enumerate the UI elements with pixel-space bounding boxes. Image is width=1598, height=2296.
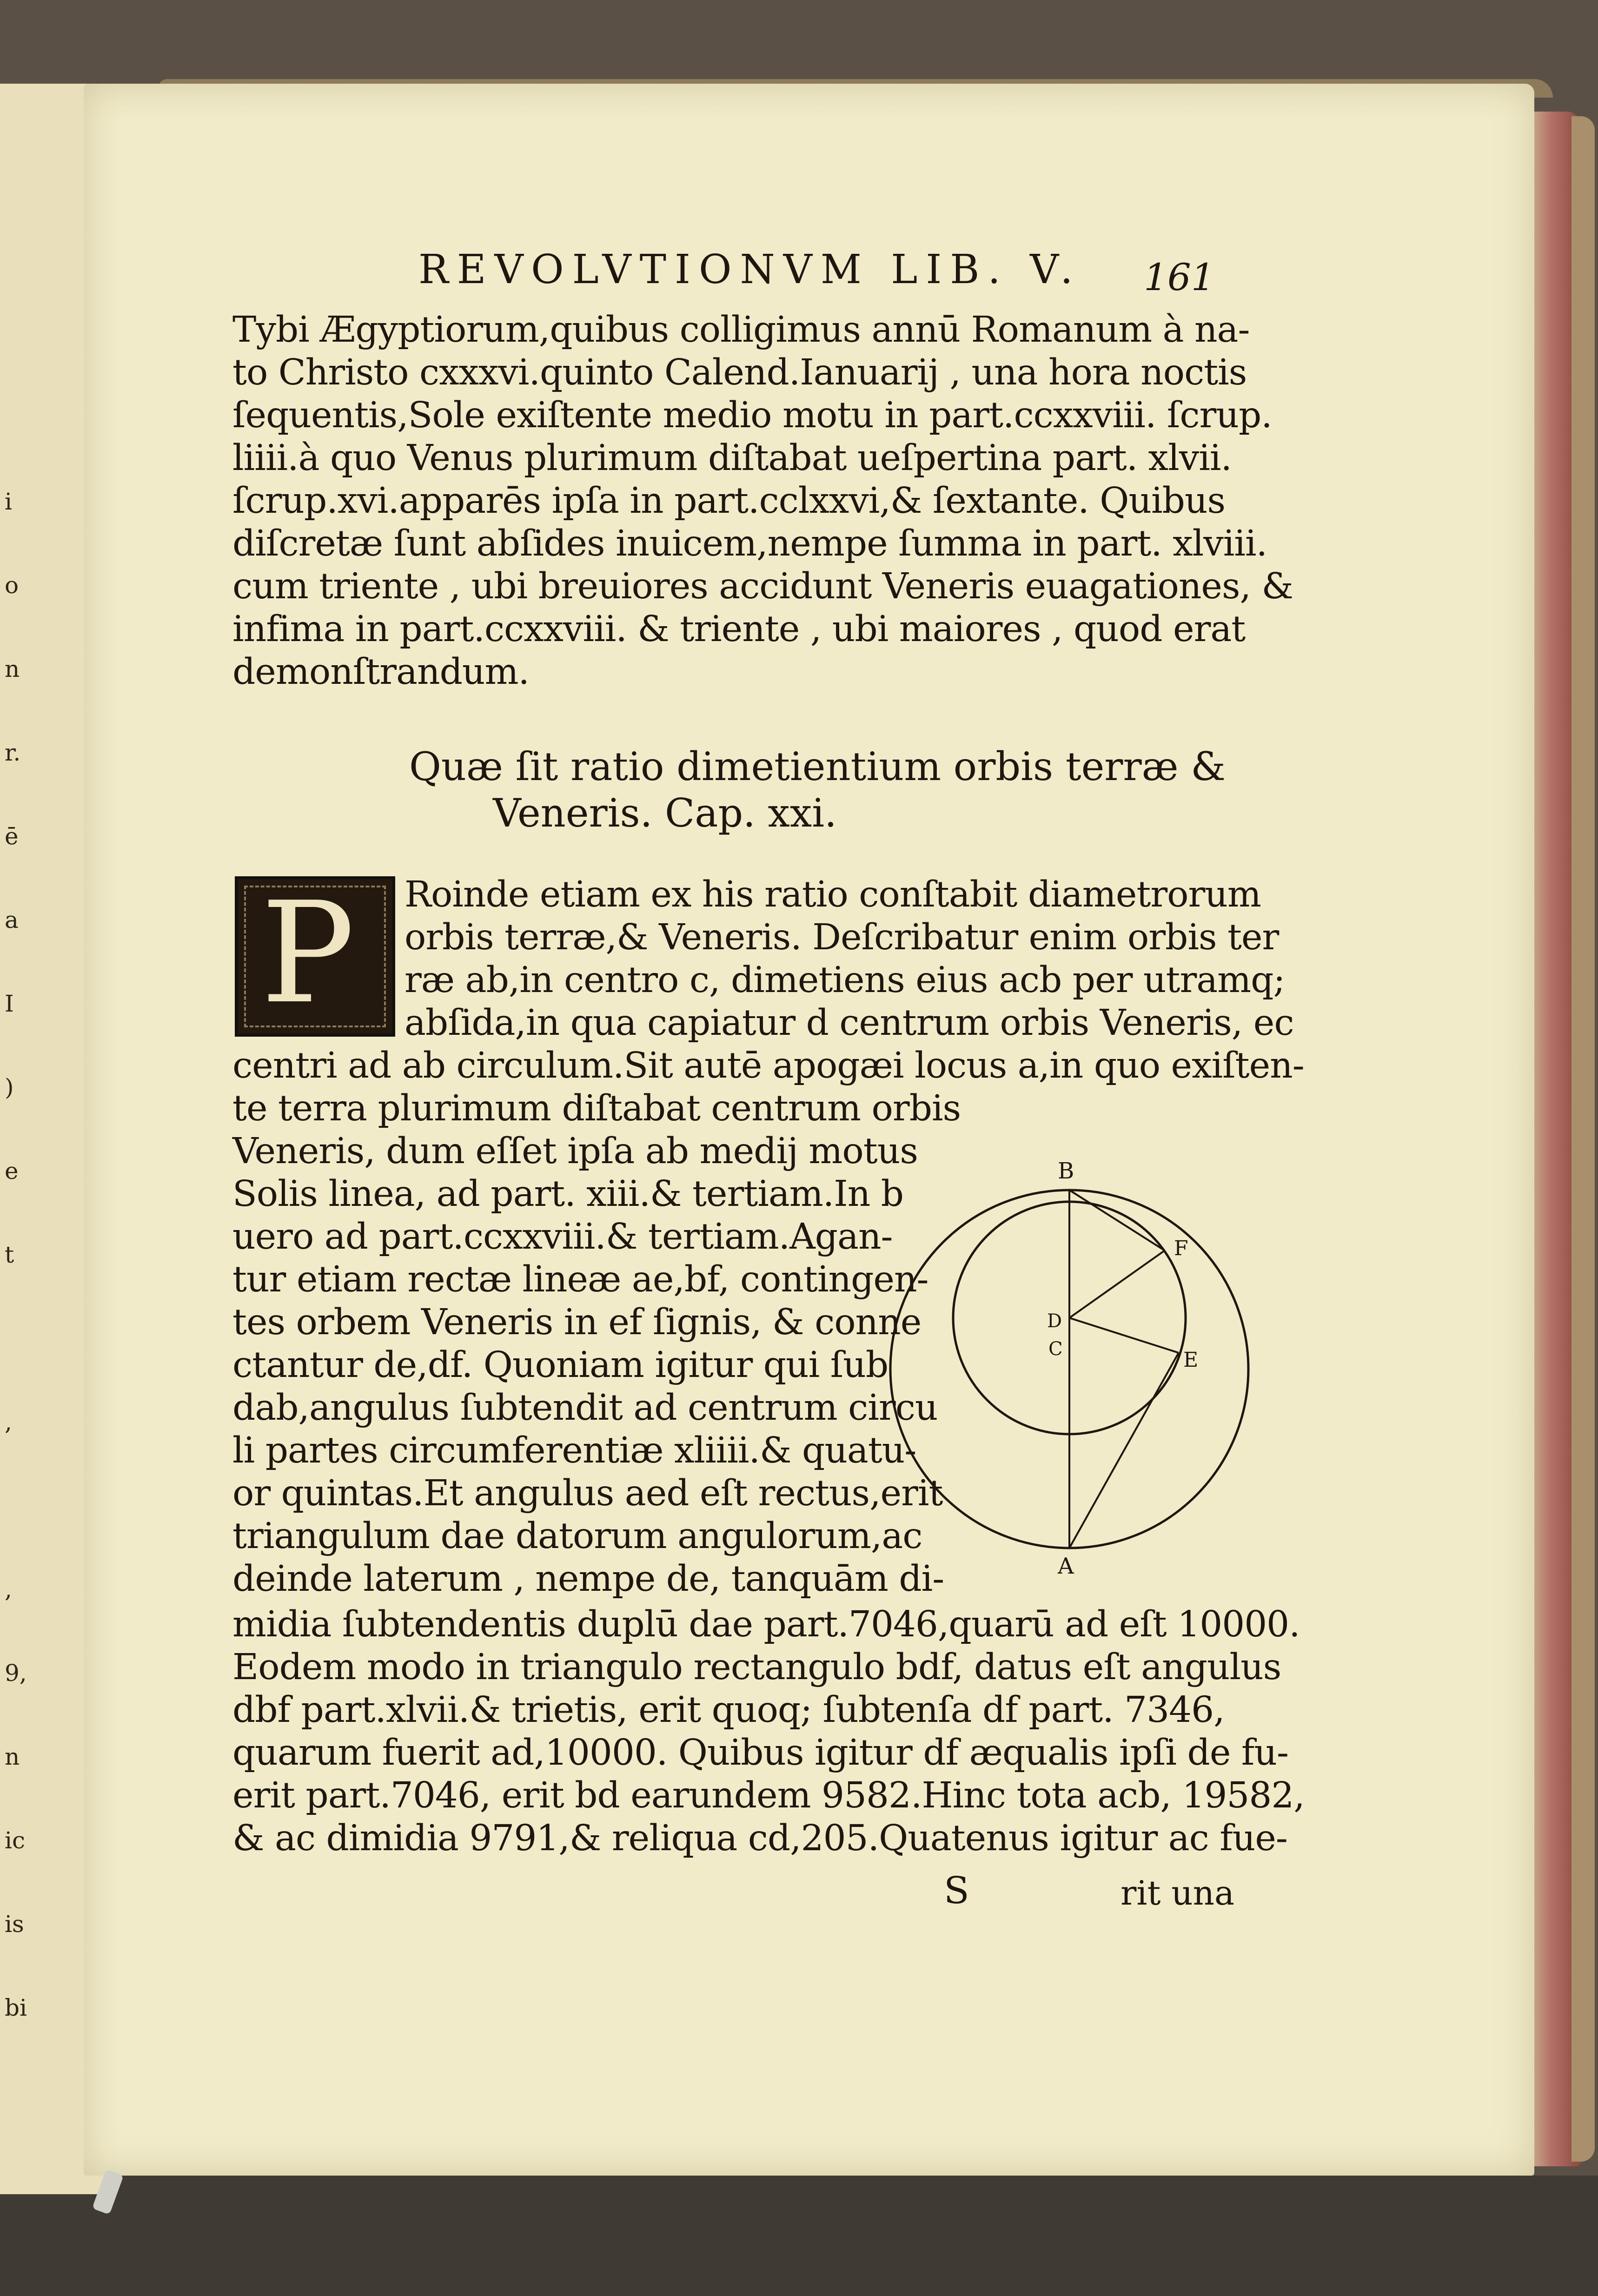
- figure-side-line-1: te terra plurimum diſtabat centrum orbis: [232, 1088, 961, 1129]
- text-line-1: Tybi Ægyptiorum,quibus colligimus annū Romanum à na-: [232, 309, 1250, 351]
- background: [0, 2176, 1598, 2296]
- figure-side-line-7: ctantur de,df. Quoniam igitur qui ſub: [232, 1344, 889, 1386]
- tangent-line-bf: [1069, 1190, 1165, 1251]
- figure-side-line-4: uero ad part.ccxxviii.& tertiam.Agan-: [232, 1216, 893, 1257]
- left-page-fragment: i: [5, 488, 12, 515]
- line-df: [1069, 1251, 1165, 1318]
- opening-line-1: Roinde etiam ex his ratio conſtabit diametrorum: [404, 874, 1261, 915]
- figure-side-line-9: li partes circumferentiæ xliiii.& quatu-: [232, 1430, 916, 1471]
- left-page-fragment: is: [5, 1911, 24, 1938]
- bottom-line-2: Eodem modo in triangulo rectangulo bdf, datus eſt angulus: [232, 1647, 1281, 1688]
- text-line-7: cum triente , ubi breuiores accidunt Veneris euagationes, &: [232, 566, 1293, 607]
- tangent-line-ae: [1069, 1353, 1179, 1548]
- left-page-fragment: I: [5, 990, 14, 1017]
- left-page-fragment: ē: [5, 823, 19, 850]
- left-page-fragment: e: [5, 1158, 19, 1184]
- chapter-title-line-2: Veneris. Cap. xxi.: [493, 790, 837, 836]
- figure-side-line-12: deinde laterum , nempe de, tanquām di-: [232, 1558, 944, 1600]
- left-page-fragment: ic: [5, 1827, 25, 1854]
- text-line-4: liiii.à quo Venus plurimum diſtabat ueſpertina part. xlvii.: [232, 437, 1232, 479]
- label-d: D: [1047, 1310, 1062, 1332]
- catchword: rit una: [1121, 1873, 1234, 1912]
- left-page-fragment: a: [5, 906, 19, 933]
- text-line-3: ſequentis,Sole exiſtente medio motu in part.ccxxviii. ſcrup.: [232, 395, 1272, 436]
- left-page-fragment: r.: [5, 739, 21, 766]
- label-b: B: [1058, 1158, 1074, 1184]
- book-fore-edge: [1571, 116, 1595, 2162]
- text-line-8: infima in part.ccxxviii. & triente , ubi maiores , quod erat: [232, 609, 1246, 650]
- opening-line-4: abſida,in qua capiatur d centrum orbis Veneris, ec: [404, 1002, 1294, 1044]
- left-page-fragment: o: [5, 572, 19, 599]
- figure-side-line-6: tes orbem Veneris in ef ſignis, & conne: [232, 1302, 922, 1343]
- label-e: E: [1183, 1348, 1199, 1372]
- ornamental-drop-cap: [235, 872, 395, 1037]
- left-page-fragment: n: [5, 1743, 20, 1770]
- left-page-fragment: t: [5, 1241, 14, 1268]
- left-page-fragment: 9,: [5, 1660, 27, 1687]
- left-page-fragment: bi: [5, 1994, 27, 2021]
- bottom-line-6: & ac dimidia 9791,& reliqua cd,205.Quatenus igitur ac fue-: [232, 1818, 1287, 1859]
- opening-line-2: orbis terræ,& Veneris. Deſcribatur enim orbis ter: [404, 917, 1279, 958]
- figure-side-line-8: dab,angulus ſubtendit ad centrum circu: [232, 1387, 938, 1429]
- figure-side-line-5: tur etiam rectæ lineæ ae,bf, contingen-: [232, 1259, 928, 1300]
- text-line-2: to Christo cxxxvi.quinto Calend.Ianuarij , una hora noctis: [232, 352, 1247, 393]
- figure-side-line-2: Veneris, dum eſſet ipſa ab medij motus: [232, 1131, 918, 1172]
- drop-cap-letter: P: [261, 872, 355, 1034]
- label-c: C: [1048, 1338, 1063, 1360]
- signature-mark: S: [944, 1869, 969, 1912]
- running-head: REVOLVTIONVM LIB. V.: [418, 246, 1081, 293]
- chapter-title-line-1: Quæ ſit ratio dimetientium orbis terræ &: [409, 744, 1226, 789]
- figure-side-line-11: triangulum dae datorum angulorum,ac: [232, 1515, 922, 1557]
- label-f: F: [1174, 1237, 1188, 1260]
- left-page-fragment: ): [5, 1074, 14, 1101]
- text-line-9: demonſtrandum.: [232, 651, 529, 693]
- text-line-5: ſcrup.xvi.apparēs ipſa in part.cclxxvi,& ſextante. Quibus: [232, 480, 1225, 522]
- opening-line-5: centri ad ab circulum.Sit autē apogæi locus a,in quo exiſten-: [232, 1045, 1304, 1086]
- line-de: [1069, 1318, 1179, 1353]
- left-page-fragment: n: [5, 655, 20, 682]
- opening-line-3: ræ ab,in centro c, dimetiens eius acb per utramq;: [404, 959, 1285, 1001]
- bottom-line-4: quarum fuerit ad,10000. Quibus igitur df æqualis ipſi de fu-: [232, 1732, 1288, 1773]
- folio-number: 161: [1144, 256, 1215, 299]
- left-page-fragment: ,: [5, 1409, 12, 1436]
- figure-side-line-10: or quintas.Et angulus aed eſt rectus,erit: [232, 1473, 943, 1514]
- orbit-diagram: [883, 1134, 1265, 1576]
- bottom-line-3: dbf part.xlvii.& trietis, erit quoq; ſubtenſa df part. 7346,: [232, 1689, 1225, 1731]
- figure-side-line-3: Solis linea, ad part. xiii.& tertiam.In b: [232, 1173, 904, 1215]
- left-page-fragment: ,: [5, 1576, 12, 1603]
- text-line-6: diſcretæ ſunt abſides inuicem,nempe ſumma in part. xlviii.: [232, 523, 1267, 564]
- bottom-line-1: midia ſubtendentis duplū dae part.7046,quarū ad eſt 10000.: [232, 1604, 1300, 1645]
- label-a: A: [1058, 1553, 1074, 1576]
- bottom-line-5: erit part.7046, erit bd earundem 9582.Hinc tota acb, 19582,: [232, 1775, 1305, 1816]
